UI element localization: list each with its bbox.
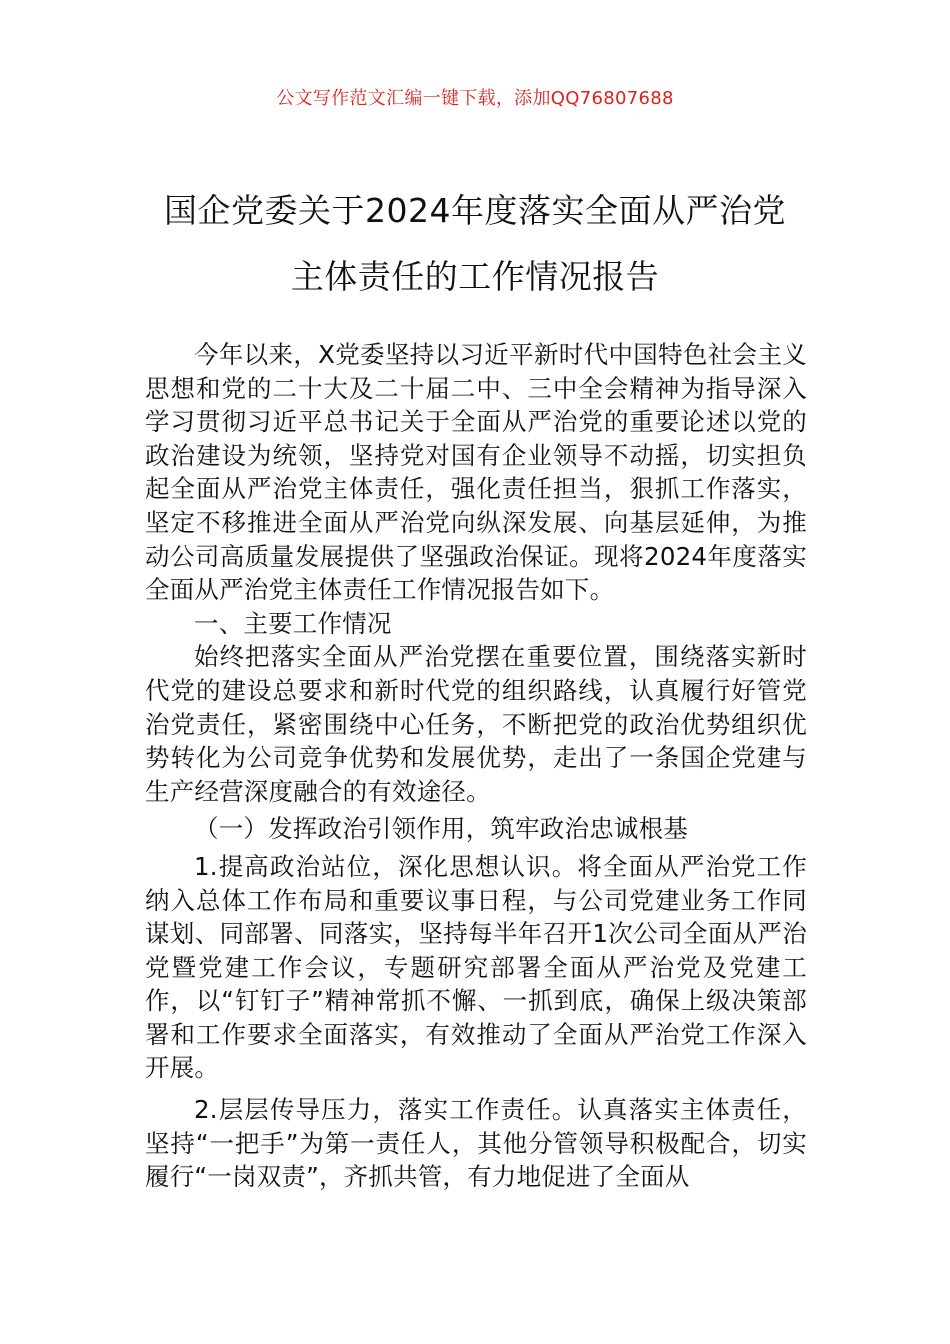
section-heading-main-work: 一、主要工作情况 bbox=[194, 608, 392, 638]
subsection-heading-political-leadership: （一）发挥政治引领作用，筑牢政治忠诚根基 bbox=[194, 814, 688, 844]
item-paragraph-1: 1.提高政治站位，深化思想认识。将全面从严治党工作纳入总体工作布局和重要议事日程，与公司党建业务工作同谋划、同部署、同落实，坚持每半年召开1次公司全面从严治党暨党建工作会议，专题研究部署全面从严治党及党建工作，以“钉钉子”精神常抓不懈、一抓到底，确保上级决策部署和工作要求全面落实，有效推动了全面从严治党工作深入开展。 bbox=[145, 851, 807, 1083]
report-title-line-1: 国企党委关于2024年度落实全面从严治党 bbox=[164, 191, 786, 230]
intro-paragraph: 今年以来，X党委坚持以习近平新时代中国特色社会主义思想和党的二十大及二十届二中、三中全会精神为指导深入学习贯彻习近平总书记关于全面从严治党的重要论述以党的政治建设为统领，坚持党对国有企业领导不动摇，切实担负起全面从严治党主体责任，强化责任担当，狠抓工作落实，坚定不移推进全面从严治党向纵深发展、向基层延伸，为推动公司高质量发展提供了坚强政治保证。现将2024年度落实全面从严治党主体责任工作情况报告如下。 bbox=[145, 340, 807, 605]
report-title bbox=[90, 178, 860, 310]
section-paragraph-main-work: 始终把落实全面从严治党摆在重要位置，围绕落实新时代党的建设总要求和新时代党的组织路线，认真履行好管党治党责任，紧密围绕中心任务，不断把党的政治优势组织优势转化为公司竞争优势和发展优势，走出了一条国企党建与生产经营深度融合的有效途径。 bbox=[145, 642, 807, 806]
report-body bbox=[145, 338, 807, 1194]
report-title-line-2: 主体责任的工作情况报告 bbox=[290, 257, 660, 296]
download-promo-note: 公文写作范文汇编一键下载，添加QQ76807688 bbox=[276, 88, 674, 109]
item-paragraph-2: 2.层层传导压力，落实工作责任。认真落实主体责任，坚持“一把手”为第一责任人，其他分管领导积极配合，切实履行“一岗双责”，齐抓共管，有力地促进了全面从 bbox=[145, 1095, 807, 1192]
